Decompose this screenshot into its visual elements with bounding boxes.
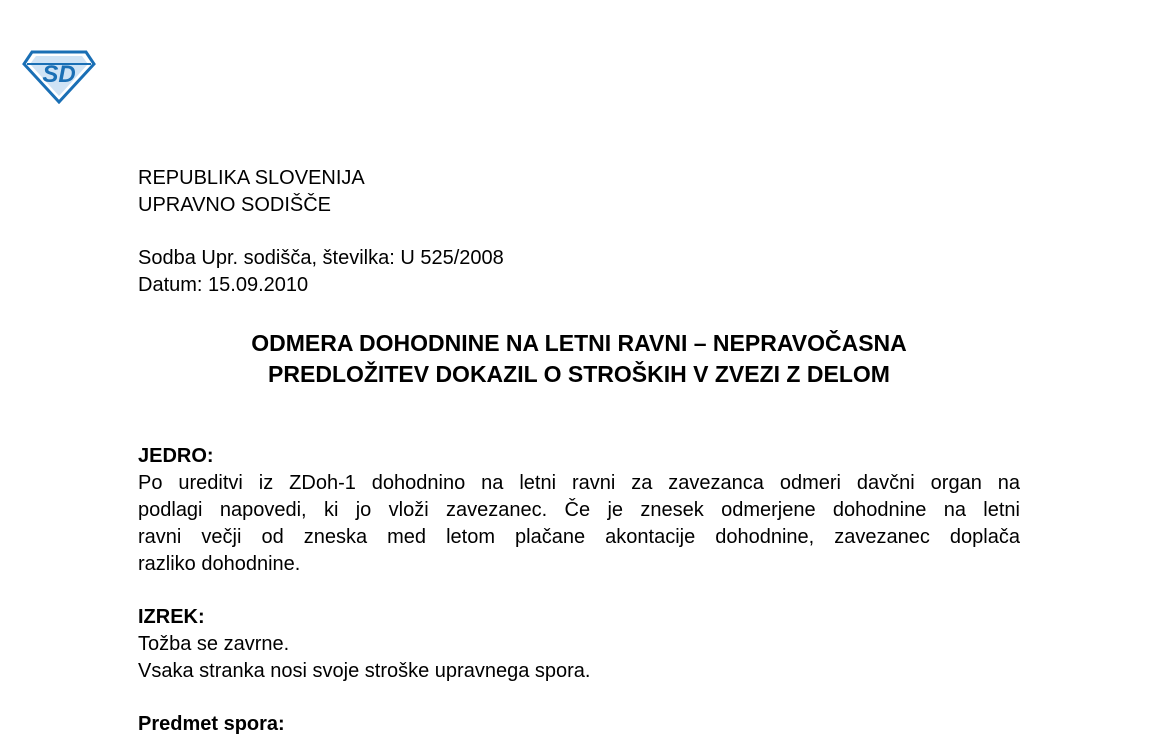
predmet-heading: Predmet spora: <box>138 713 285 735</box>
document-title <box>138 328 1020 390</box>
jedro-line: Po ureditvi iz ZDoh-1 dohodnino na letni ravni za zavezanca odmeri davčni organ na <box>138 472 1020 494</box>
header-court: UPRAVNO SODIŠČE <box>138 194 331 216</box>
case-date: Datum: 15.09.2010 <box>138 274 309 296</box>
title-line-1: ODMERA DOHODNINE NA LETNI RAVNI – NEPRAVOČASNA <box>251 330 907 356</box>
title-line-2: PREDLOŽITEV DOKAZIL O STROŠKIH V ZVEZI Z DELOM <box>268 361 890 387</box>
sd-logo-icon <box>22 48 96 104</box>
jedro-line: razliko dohodnine. <box>138 553 301 575</box>
jedro-line: ravni večji od zneska med letom plačane akontacije dohodnine, zavezanec doplača <box>138 526 1020 548</box>
header-country: REPUBLIKA SLOVENIJA <box>138 167 365 189</box>
jedro-heading: JEDRO: <box>138 445 214 467</box>
izrek-heading: IZREK: <box>138 606 205 628</box>
izrek-line-1: Tožba se zavrne. <box>138 633 290 655</box>
jedro-line: podlagi napovedi, ki jo vloži zavezanec. Če je znesek odmerjene dohodnine na letni <box>138 499 1020 521</box>
logo-text: SD <box>42 61 76 88</box>
case-number: Sodba Upr. sodišča, številka: U 525/2008 <box>138 247 504 269</box>
jedro-paragraph <box>138 470 1020 578</box>
izrek-line-2: Vsaka stranka nosi svoje stroške upravnega spora. <box>138 660 591 682</box>
document-body <box>138 165 1020 738</box>
